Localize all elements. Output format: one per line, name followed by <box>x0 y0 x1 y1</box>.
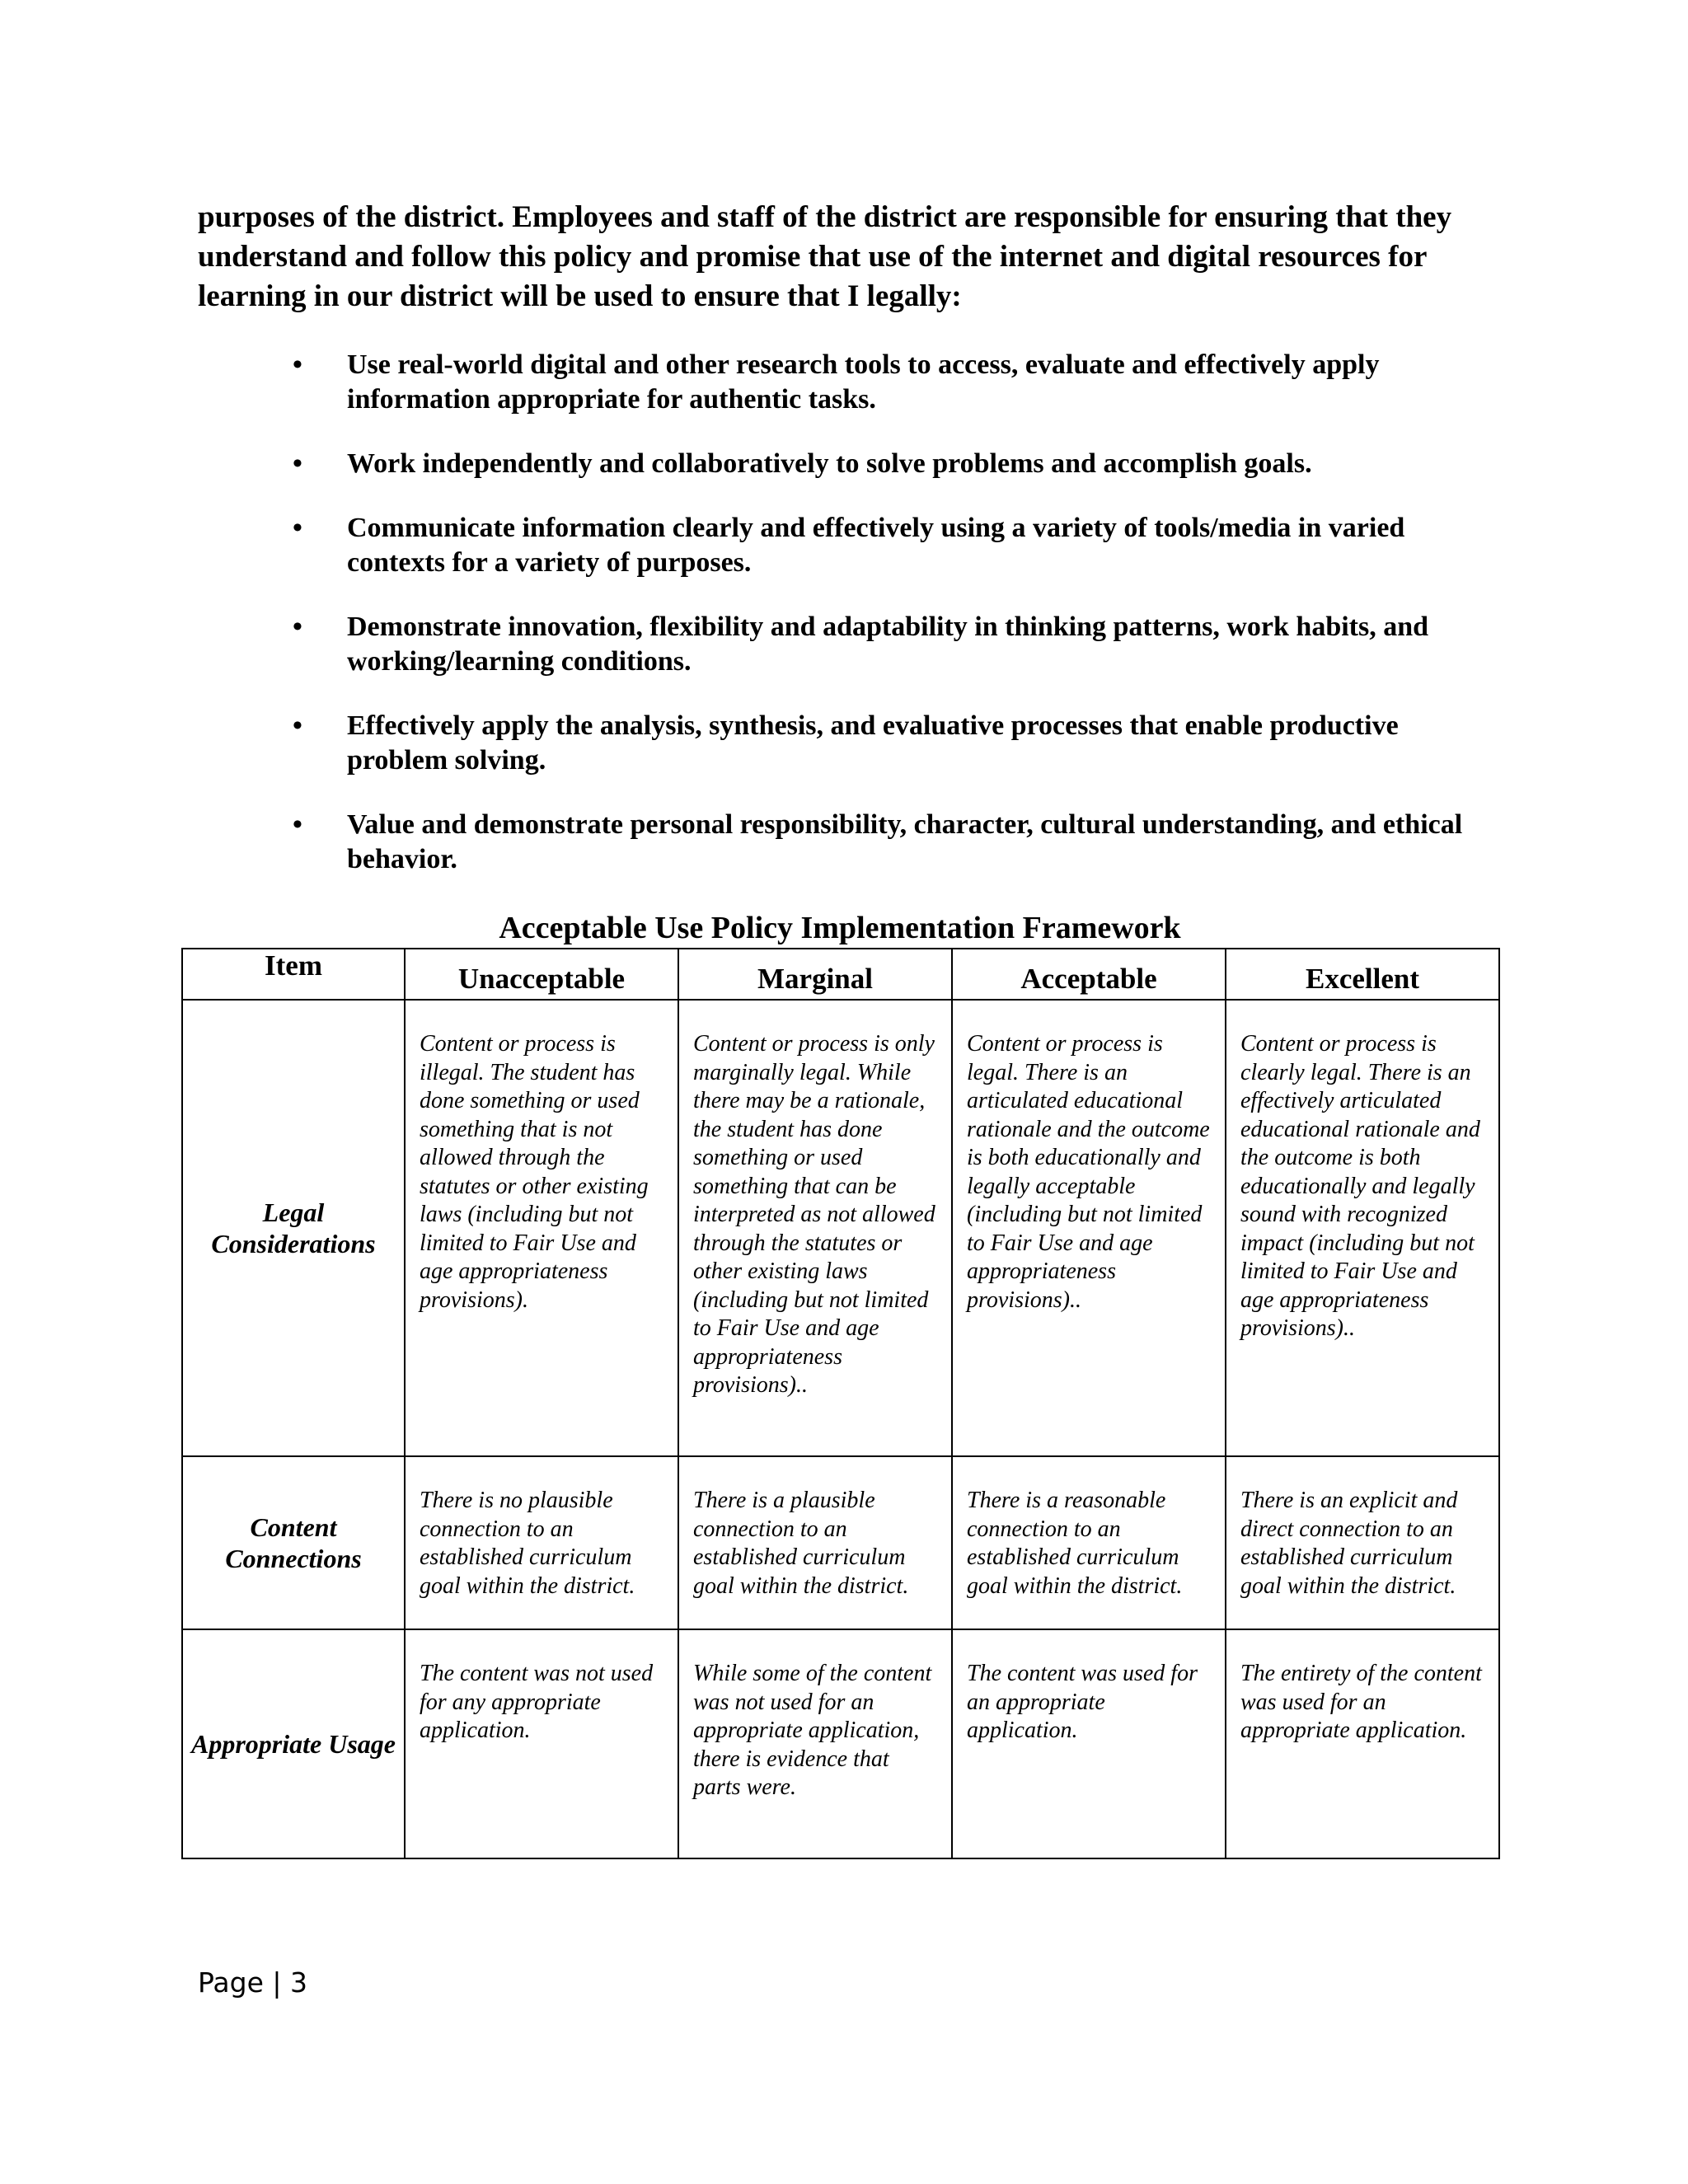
bullet-list <box>293 348 1479 907</box>
column-header-excellent: Excellent <box>1226 949 1499 1000</box>
list-item-text: Effectively apply the analysis, synthesis, and evaluative processes that enable productive problem solving. <box>347 710 1399 776</box>
table-cell: The content was used for an appropriate application. <box>952 1629 1226 1858</box>
table-cell: There is a plausible connection to an established curriculum goal within the district. <box>678 1456 952 1629</box>
list-item-text: Demonstrate innovation, flexibility and adaptability in thinking patterns, work habits, and working/learning conditions. <box>347 612 1429 677</box>
table-cell: Content or process is legal. There is an articulated educational rationale and the outcome is both educationally and legally acceptable (including but not limited to Fair Use and age appropriateness provisions).. <box>952 1000 1226 1456</box>
list-item <box>293 808 1479 877</box>
bullet-icon: • <box>293 809 302 840</box>
bullet-icon: • <box>293 710 302 741</box>
table-row <box>182 1456 1499 1629</box>
row-label-content-connections: Content Connections <box>182 1456 405 1629</box>
table-cell: Content or process is clearly legal. There is an effectively articulated educational rationale and the outcome is both educationally and legally sound with recognized impact (including but not limited to Fair Use and age appropriateness provisions).. <box>1226 1000 1499 1456</box>
table-cell: There is an explicit and direct connection to an established curriculum goal within the district. <box>1226 1456 1499 1629</box>
list-item-text: Work independently and collaboratively to solve problems and accomplish goals. <box>347 448 1312 479</box>
table-cell: There is a reasonable connection to an established curriculum goal within the district. <box>952 1456 1226 1629</box>
row-label-legal-considerations: Legal Considerations <box>182 1000 405 1456</box>
column-header-unacceptable: Unacceptable <box>405 949 678 1000</box>
table-cell: The content was not used for any appropriate application. <box>405 1629 678 1858</box>
list-item <box>293 511 1479 580</box>
list-item-text: Communicate information clearly and effectively using a variety of tools/media in varied contexts for a variety of purposes. <box>347 513 1405 578</box>
list-item <box>293 348 1479 417</box>
table-row <box>182 1000 1499 1456</box>
table-header-row <box>182 949 1499 1000</box>
table-cell: While some of the content was not used for an appropriate application, there is evidence that parts were. <box>678 1629 952 1858</box>
page-footer: Page | 3 <box>198 1966 307 1999</box>
column-header-item: Item <box>182 949 405 1000</box>
framework-table <box>181 948 1500 1859</box>
table-cell: There is no plausible connection to an established curriculum goal within the district. <box>405 1456 678 1629</box>
table-cell: The entirety of the content was used for an appropriate application. <box>1226 1629 1499 1858</box>
column-header-marginal: Marginal <box>678 949 952 1000</box>
list-item <box>293 610 1479 679</box>
table-cell: Content or process is illegal. The student has done something or used something that is not allowed through the statutes or other existing laws (including but not limited to Fair Use and age appropriateness provisions). <box>405 1000 678 1456</box>
list-item <box>293 709 1479 778</box>
list-item <box>293 447 1479 481</box>
bullet-icon: • <box>293 349 302 380</box>
list-item-text: Use real-world digital and other research tools to access, evaluate and effectively apply information appropriate for authentic tasks. <box>347 349 1380 415</box>
column-header-acceptable: Acceptable <box>952 949 1226 1000</box>
bullet-icon: • <box>293 513 302 543</box>
bullet-icon: • <box>293 448 302 479</box>
bullet-icon: • <box>293 612 302 642</box>
list-item-text: Value and demonstrate personal responsibility, character, cultural understanding, and ethical behavior. <box>347 809 1463 874</box>
table-row <box>182 1629 1499 1858</box>
table-cell: Content or process is only marginally legal. While there may be a rationale, the student has done something or used something that can be interpreted as not allowed through the statutes or other existing laws (including but not limited to Fair Use and age appropriateness provisions).. <box>678 1000 952 1456</box>
intro-paragraph: purposes of the district. Employees and staff of the district are responsible for ensuring that they understand and follow this policy and promise that use of the internet and digital resources for learning in our district will be used to ensure that I legally: <box>198 200 1452 313</box>
table-title: Acceptable Use Policy Implementation Framework <box>499 911 1181 945</box>
row-label-appropriate-usage: Appropriate Usage <box>182 1629 405 1858</box>
